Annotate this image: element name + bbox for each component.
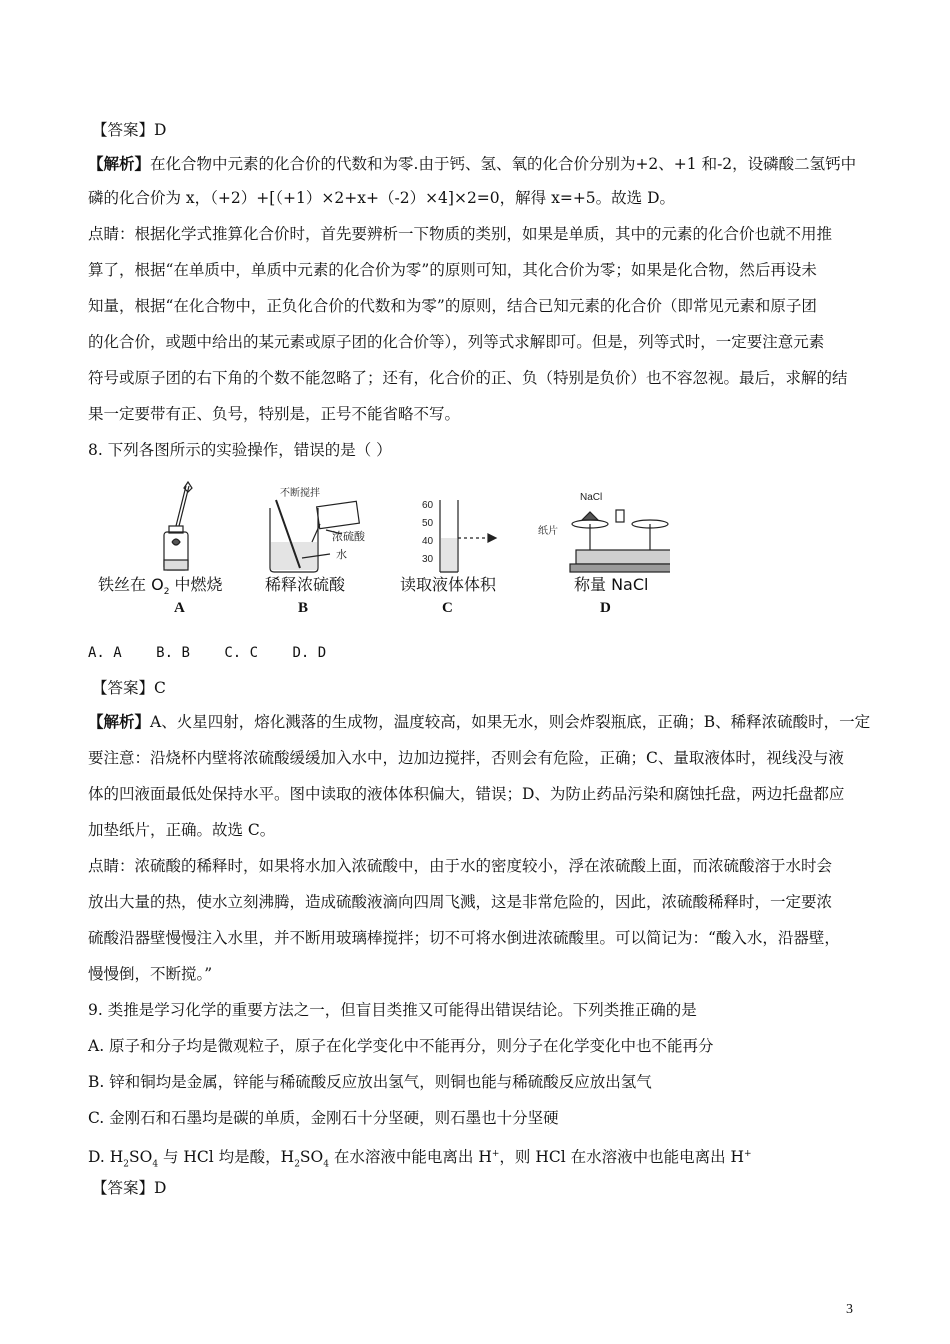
q8-option-c: C. C <box>224 645 259 661</box>
q8-figure-drawings <box>150 480 670 580</box>
figure-letter-d: D <box>600 600 611 616</box>
b-label-acid: 浓硫酸 <box>332 530 365 543</box>
figure-letter-a: A <box>174 600 185 616</box>
q7-tip-line-1: 点睛：根据化学式推算化合价时，首先要辨析一下物质的类别，如果是单质，其中的元素的化合价也就不用推 <box>88 225 833 243</box>
c-tick-40: 40 <box>422 536 434 547</box>
b-label-water: 水 <box>336 548 347 561</box>
q9-stem: 9. 类推是学习化学的重要方法之一，但盲目类推又可能得出错误结论。下列类推正确的是 <box>88 1001 697 1019</box>
q7-tip-line-3: 知量，根据“在化合物中，正负化合价的代数和为零”的原则，结合已知元素的化合价（即常见元素和原子团 <box>88 297 817 315</box>
q9-option-a: A. 原子和分子均是微观粒子，原子在化学变化中不能再分，则分子在化学变化中也不能再分 <box>88 1037 714 1055</box>
c-tick-50: 50 <box>422 518 434 529</box>
q8-option-b: B. B <box>156 645 190 661</box>
figure-c-cylinder <box>440 500 496 572</box>
q8-tip-line-4: 慢慢倒，不断搅。” <box>88 965 213 983</box>
q7-analysis-line-2: 磷的化合价为 x，（+2）+[（+1）×2+x+（-2）×4]×2=0，解得 x=+5。故选 D。 <box>88 189 676 207</box>
c-tick-60: 60 <box>422 500 434 511</box>
q8-option-d: D. D <box>292 645 327 661</box>
d-label-nacl: NaCl <box>580 492 603 503</box>
analysis-label: 【解析】 <box>88 154 151 173</box>
b-label-stir: 不断搅拌 <box>280 488 320 499</box>
figure-d-balance <box>570 510 670 572</box>
q8-tip-line-2: 放出大量的热，使水立刻沸腾，造成硫酸液滴向四周飞溅，这是非常危险的，因此，浓硫酸稀释时，一定要浓 <box>88 893 833 911</box>
figure-b-caption: 稀释浓硫酸 <box>265 575 346 594</box>
q8-analysis-text-1: A、火星四射，熔化溅落的生成物，温度较高，如果无水，则会炸裂瓶底，正确；B、稀释浓硫酸时，一定 <box>150 713 871 731</box>
figure-c-caption: 读取液体体积 <box>400 575 497 594</box>
figure-d-caption: 称量 NaCl <box>574 575 649 594</box>
q9-answer: 【答案】D <box>92 1179 167 1197</box>
q7-analysis-line-1 <box>88 154 856 174</box>
q8-answer: 【答案】C <box>92 679 166 697</box>
c-tick-30: 30 <box>422 554 434 565</box>
q8-analysis-line-2: 要注意：沿烧杯内壁将浓硫酸缓缓加入水中，边加边搅拌，否则会有危险，正确；C、量取液体时，视线没与液 <box>88 749 844 767</box>
q8-analysis-line-3: 体的凹液面最低处保持水平。图中读取的液体体积偏大，错误；D、为防止药品污染和腐蚀托盘，两边托盘都应 <box>88 785 845 803</box>
q9-option-b: B. 锌和铜均是金属，锌能与稀硫酸反应放出氢气，则铜也能与稀硫酸反应放出氢气 <box>88 1073 652 1091</box>
q7-tip-line-5: 符号或原子团的右下角的个数不能忽略了；还有，化合价的正、负（特别是负价）也不容忽视。最后，求解的结 <box>88 369 848 387</box>
q7-tip-line-2: 算了，根据“在单质中，单质中元素的化合价为零”的原则可知，其化合价为零；如果是化合物，然后再设未 <box>88 261 817 279</box>
q8-figure <box>98 480 670 630</box>
figure-a-bottle <box>164 482 192 570</box>
q8-analysis-line-4: 加垫纸片，正确。故选 C。 <box>88 821 276 839</box>
d-label-paper: 纸片 <box>538 526 558 537</box>
analysis-label: 【解析】 <box>88 712 151 731</box>
q9-option-c: C. 金刚石和石墨均是碳的单质，金刚石十分坚硬，则石墨也十分坚硬 <box>88 1109 559 1127</box>
q9-option-d: D. $H_2SO_4$ 与 HCl 均是酸，$H_2SO_4$ 在水溶液中能电离出 H+，则 HCl 在水溶液中也能电离出 H+ <box>88 1148 752 1170</box>
q8-tip-line-3: 硫酸沿器壁慢慢注入水里，并不断用玻璃棒搅拌；切不可将水倒进浓硫酸里。可以简记为：“酸入水，沿器壁， <box>88 929 840 947</box>
q7-analysis-text-1: 在化合物中元素的化合价的代数和为零.由于钙、氢、氧的化合价分别为+2、+1 和-2，设磷酸二氢钙中 <box>150 155 857 173</box>
q8-analysis-line-1 <box>88 712 870 732</box>
q7-tip-line-4: 的化合价，或题中给出的某元素或原子团的化合价等），列等式求解即可。但是，列等式时，一定要注意元素 <box>88 333 825 351</box>
figure-letter-c: C <box>442 600 453 616</box>
page-number: 3 <box>846 1302 853 1317</box>
q8-stem: 8. 下列各图所示的实验操作，错误的是（ ） <box>88 441 392 459</box>
figure-letter-b: B <box>298 600 309 616</box>
q8-tip-line-1: 点睛：浓硫酸的稀释时，如果将水加入浓硫酸中，由于水的密度较小，浮在浓硫酸上面，而浓硫酸溶于水时会 <box>88 857 833 875</box>
q8-option-a: A. A <box>88 645 122 661</box>
q7-tip-line-6: 果一定要带有正、负号，特别是，正号不能省略不写。 <box>88 405 461 423</box>
figure-a-caption: 铁丝在 $O_2$ 中燃烧 <box>98 575 223 598</box>
q7-answer: 【答案】D <box>92 121 167 139</box>
q8-options <box>88 645 352 661</box>
